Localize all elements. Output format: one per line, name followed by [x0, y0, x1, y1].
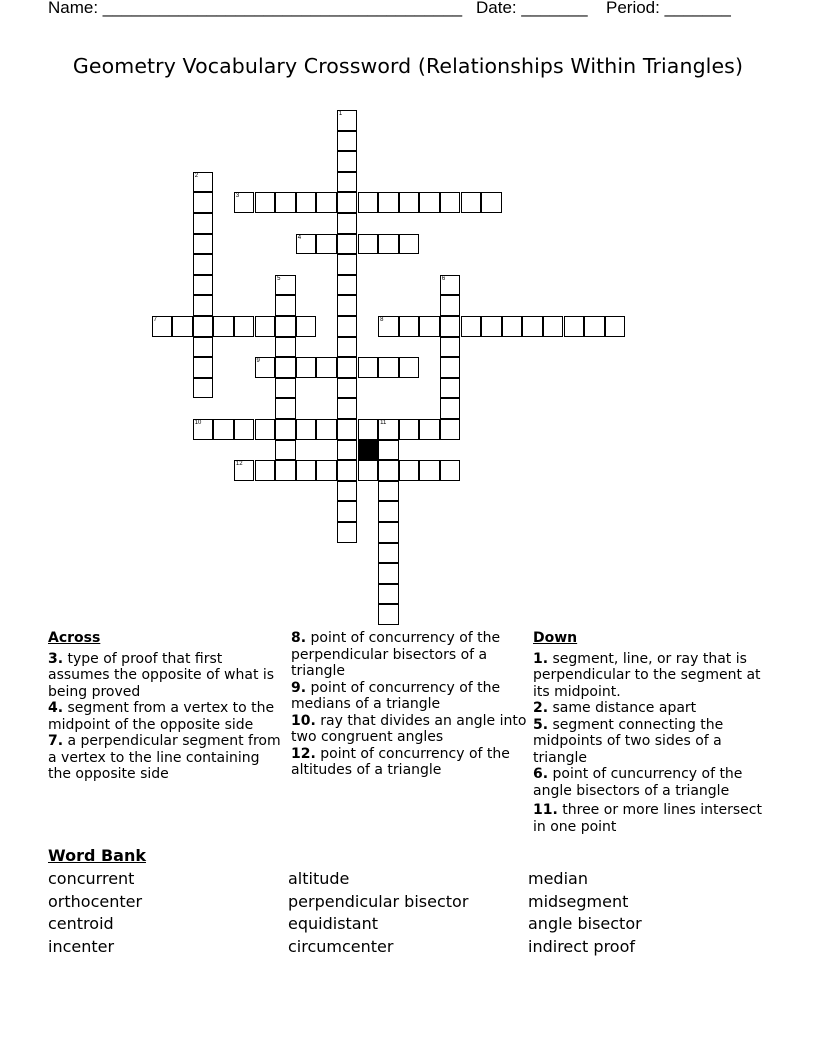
clue-number: 8: [380, 317, 384, 323]
crossword-cell[interactable]: [296, 357, 317, 378]
crossword-cell[interactable]: [337, 213, 358, 234]
clue-item: [291, 680, 527, 713]
crossword-cell[interactable]: [399, 357, 420, 378]
crossword-cell[interactable]: [337, 295, 358, 316]
clue-item-text: same distance apart: [548, 700, 697, 716]
clue-item: [48, 651, 284, 701]
crossword-cell[interactable]: [337, 275, 358, 296]
word-bank-column-3: [528, 868, 642, 958]
name-line[interactable]: Name: ______________________________________: [48, 0, 463, 17]
date-line[interactable]: Date: _______: [476, 0, 588, 17]
crossword-cell[interactable]: [378, 563, 399, 584]
crossword-cell[interactable]: [337, 378, 358, 399]
clue-item: [533, 766, 769, 799]
crossword-cell[interactable]: [378, 584, 399, 605]
word-bank-item: concurrent: [48, 869, 135, 888]
clue-number: 3: [235, 193, 240, 200]
crossword-cell[interactable]: [378, 460, 399, 481]
clue-item-text: ray that divides an angle into two congruent angles: [291, 712, 527, 745]
crossword-cell[interactable]: [152, 316, 173, 337]
clue-number: 9: [256, 358, 260, 365]
crossword-cell[interactable]: [461, 192, 482, 213]
crossword-cell[interactable]: [461, 316, 482, 337]
crossword-cell[interactable]: [275, 275, 296, 296]
crossword-cell[interactable]: [440, 357, 461, 378]
crossword-cell[interactable]: [234, 460, 255, 481]
crossword-cell[interactable]: [193, 172, 214, 193]
crossword-cell[interactable]: [296, 234, 317, 255]
crossword-cell[interactable]: [337, 337, 358, 358]
clue-number: 6: [441, 275, 446, 282]
crossword-cell[interactable]: [440, 337, 461, 358]
crossword-cell[interactable]: [337, 481, 358, 502]
clue-item: [291, 713, 527, 746]
crossword-cell[interactable]: [275, 398, 296, 419]
crossword-cell[interactable]: [337, 316, 358, 337]
crossword-cell[interactable]: [275, 460, 296, 481]
crossword-cell[interactable]: [275, 337, 296, 358]
crossword-cell[interactable]: [234, 419, 255, 440]
crossword-cell[interactable]: [337, 398, 358, 419]
word-bank-column-1: [48, 868, 142, 958]
crossword-cell[interactable]: [419, 316, 440, 337]
crossword-cell[interactable]: [358, 419, 379, 440]
crossword-cell[interactable]: [337, 501, 358, 522]
crossword-cell[interactable]: [337, 254, 358, 275]
clue-item-text: segment, line, or ray that is perpendicular to the segment at its midpoint.: [533, 650, 761, 700]
crossword-cell[interactable]: [358, 192, 379, 213]
crossword-cell[interactable]: [337, 419, 358, 440]
crossword-cell[interactable]: [296, 192, 317, 213]
crossword-cell[interactable]: [193, 316, 214, 337]
word-bank-item: centroid: [48, 914, 114, 934]
crossword-block: [358, 440, 379, 461]
crossword-cell[interactable]: [399, 192, 420, 213]
crossword-cell[interactable]: [172, 316, 193, 337]
crossword-cell[interactable]: [481, 316, 502, 337]
crossword-cell[interactable]: [522, 316, 543, 337]
crossword-cell[interactable]: [564, 316, 585, 337]
across-clues: [48, 630, 284, 783]
word-bank-item: altitude: [288, 869, 350, 888]
clue-item-text: segment connecting the midpoints of two sides of a triangle: [533, 716, 724, 766]
crossword-cell[interactable]: [337, 172, 358, 193]
crossword-cell[interactable]: [234, 192, 255, 213]
crossword-cell[interactable]: [296, 460, 317, 481]
crossword-cell[interactable]: [275, 357, 296, 378]
clue-item-number: 3.: [48, 650, 64, 667]
crossword-cell[interactable]: [378, 192, 399, 213]
crossword-cell[interactable]: [399, 234, 420, 255]
word-bank-item: angle bisector: [528, 914, 642, 934]
word-bank-column-2: [288, 868, 468, 958]
clue-item-text: point of concurrency of the altitudes of a triangle: [291, 745, 510, 778]
clue-item-number: 12.: [291, 745, 316, 762]
crossword-cell[interactable]: [193, 213, 214, 234]
crossword-cell[interactable]: [193, 192, 214, 213]
crossword-cell[interactable]: [316, 460, 337, 481]
crossword-cell[interactable]: [378, 419, 399, 440]
crossword-cell[interactable]: [275, 378, 296, 399]
clue-item-number: 6.: [533, 766, 549, 782]
clue-item: [533, 802, 769, 835]
clue-item-text: type of proof that first assumes the opposite of what is being proved: [48, 650, 275, 700]
clue-item: [48, 733, 284, 783]
crossword-cell[interactable]: [316, 192, 337, 213]
crossword-cell[interactable]: [419, 192, 440, 213]
crossword-cell[interactable]: [378, 543, 399, 564]
crossword-cell[interactable]: [275, 192, 296, 213]
clue-number: 4: [297, 234, 302, 241]
crossword-cell[interactable]: [255, 192, 276, 213]
crossword-cell[interactable]: [193, 234, 214, 255]
clue-item-text: point of concurrency of the perpendicular bisectors of a triangle: [291, 630, 501, 679]
crossword-cell[interactable]: [584, 316, 605, 337]
crossword-cell[interactable]: [193, 337, 214, 358]
crossword-cell[interactable]: [440, 192, 461, 213]
word-bank-item: incenter: [48, 936, 115, 956]
word-bank-heading: Word Bank: [48, 846, 147, 865]
crossword-cell[interactable]: [316, 357, 337, 378]
clue-item-number: 7.: [48, 733, 64, 749]
clue-item-number: 8.: [291, 630, 307, 646]
crossword-cell[interactable]: [543, 316, 564, 337]
crossword-cell[interactable]: [193, 378, 214, 399]
crossword-cell[interactable]: [481, 192, 502, 213]
crossword-cell[interactable]: [337, 357, 358, 378]
word-bank-item: equidistant: [288, 914, 379, 934]
word-bank-item: circumcenter: [288, 936, 394, 956]
across-clues-continued: [291, 630, 527, 779]
crossword-cell[interactable]: [440, 460, 461, 481]
clue-item: [291, 630, 527, 680]
clue-item-number: 4.: [48, 700, 64, 716]
crossword-cell[interactable]: [378, 357, 399, 378]
crossword-cell[interactable]: [275, 440, 296, 461]
crossword-cell[interactable]: [296, 419, 317, 440]
period-line[interactable]: Period: _______: [606, 0, 731, 17]
crossword-cell[interactable]: [255, 419, 276, 440]
clue-item-number: 11.: [533, 802, 558, 818]
crossword-cell[interactable]: [378, 481, 399, 502]
crossword-cell[interactable]: [337, 110, 358, 131]
crossword-cell[interactable]: [193, 254, 214, 275]
crossword-cell[interactable]: [378, 234, 399, 255]
crossword-cell[interactable]: [399, 419, 420, 440]
crossword-cell[interactable]: [378, 440, 399, 461]
page-title: Geometry Vocabulary Crossword (Relationships Within Triangles): [72, 54, 744, 78]
word-bank-item: orthocenter: [48, 891, 143, 911]
crossword-cell[interactable]: [193, 419, 214, 440]
clue-number: 12: [235, 461, 243, 468]
crossword-cell[interactable]: [378, 501, 399, 522]
crossword-cell[interactable]: [193, 295, 214, 316]
crossword-cell[interactable]: [234, 316, 255, 337]
crossword-cell[interactable]: [337, 151, 358, 172]
crossword-cell[interactable]: [440, 316, 461, 337]
clue-number: 10: [194, 420, 202, 426]
clue-number: 5: [277, 275, 281, 282]
crossword-cell[interactable]: [440, 398, 461, 419]
crossword-cell[interactable]: [275, 295, 296, 316]
crossword-cell[interactable]: [275, 419, 296, 440]
crossword-cell[interactable]: [399, 460, 420, 481]
clue-item-number: 2.: [533, 700, 549, 716]
crossword-cell[interactable]: [440, 419, 461, 440]
clue-item-text: point of cuncurrency of the angle bisectors of a triangle: [533, 766, 743, 799]
crossword-cell[interactable]: [378, 522, 399, 543]
crossword-cell[interactable]: [193, 357, 214, 378]
clue-item: [533, 651, 769, 701]
clue-item: [533, 717, 769, 767]
crossword-cell[interactable]: [213, 316, 234, 337]
word-bank-item: midsegment: [528, 891, 629, 911]
crossword-cell[interactable]: [316, 234, 337, 255]
crossword-cell[interactable]: [337, 522, 358, 543]
crossword-cell[interactable]: [358, 234, 379, 255]
crossword-cell[interactable]: [419, 419, 440, 440]
across-heading: Across: [48, 630, 101, 646]
clue-item-number: 9.: [291, 679, 307, 696]
clue-item-text: a perpendicular segment from a vertex to the line containing the opposite side: [48, 733, 281, 782]
crossword-cell[interactable]: [358, 460, 379, 481]
crossword-cell[interactable]: [605, 316, 626, 337]
crossword-cell[interactable]: [337, 460, 358, 481]
crossword-cell[interactable]: [337, 440, 358, 461]
word-bank-item: perpendicular bisector: [288, 891, 469, 911]
crossword-cell[interactable]: [213, 419, 234, 440]
clue-item-number: 1.: [533, 650, 549, 667]
crossword-cell[interactable]: [337, 192, 358, 213]
clue-number: 7: [153, 317, 157, 323]
crossword-cell[interactable]: [440, 275, 461, 296]
clue-number: 2: [194, 172, 199, 179]
clue-item-number: 5.: [533, 716, 549, 733]
crossword-cell[interactable]: [378, 604, 399, 625]
clue-item: [48, 700, 284, 733]
crossword-cell[interactable]: [337, 234, 358, 255]
crossword-cell[interactable]: [337, 131, 358, 152]
clue-item-text: segment from a vertex to the midpoint of the opposite side: [48, 700, 275, 733]
clue-item-text: point of concurrency of the medians of a triangle: [291, 679, 501, 712]
crossword-cell[interactable]: [193, 275, 214, 296]
word-bank-item: median: [528, 869, 588, 888]
clue-number: 11: [380, 420, 387, 426]
down-clues: [533, 630, 769, 835]
crossword-cell[interactable]: [316, 419, 337, 440]
clue-number: 1: [338, 111, 343, 117]
clue-item: [291, 746, 527, 779]
crossword-cell[interactable]: [399, 316, 420, 337]
crossword-cell[interactable]: [255, 357, 276, 378]
clue-item: [533, 700, 769, 717]
word-bank-item: indirect proof: [528, 936, 636, 956]
crossword-cell[interactable]: [419, 460, 440, 481]
crossword-cell[interactable]: [502, 316, 523, 337]
crossword-cell[interactable]: [440, 295, 461, 316]
down-heading: Down: [533, 630, 578, 646]
crossword-cell[interactable]: [255, 460, 276, 481]
crossword-cell[interactable]: [296, 316, 317, 337]
crossword-cell[interactable]: [255, 316, 276, 337]
crossword-cell[interactable]: [358, 357, 379, 378]
crossword-cell[interactable]: [440, 378, 461, 399]
crossword-cell[interactable]: [275, 316, 296, 337]
clue-item-number: 10.: [291, 712, 316, 729]
clue-item-text: three or more lines intersect in one point: [533, 802, 762, 835]
crossword-cell[interactable]: [378, 316, 399, 337]
